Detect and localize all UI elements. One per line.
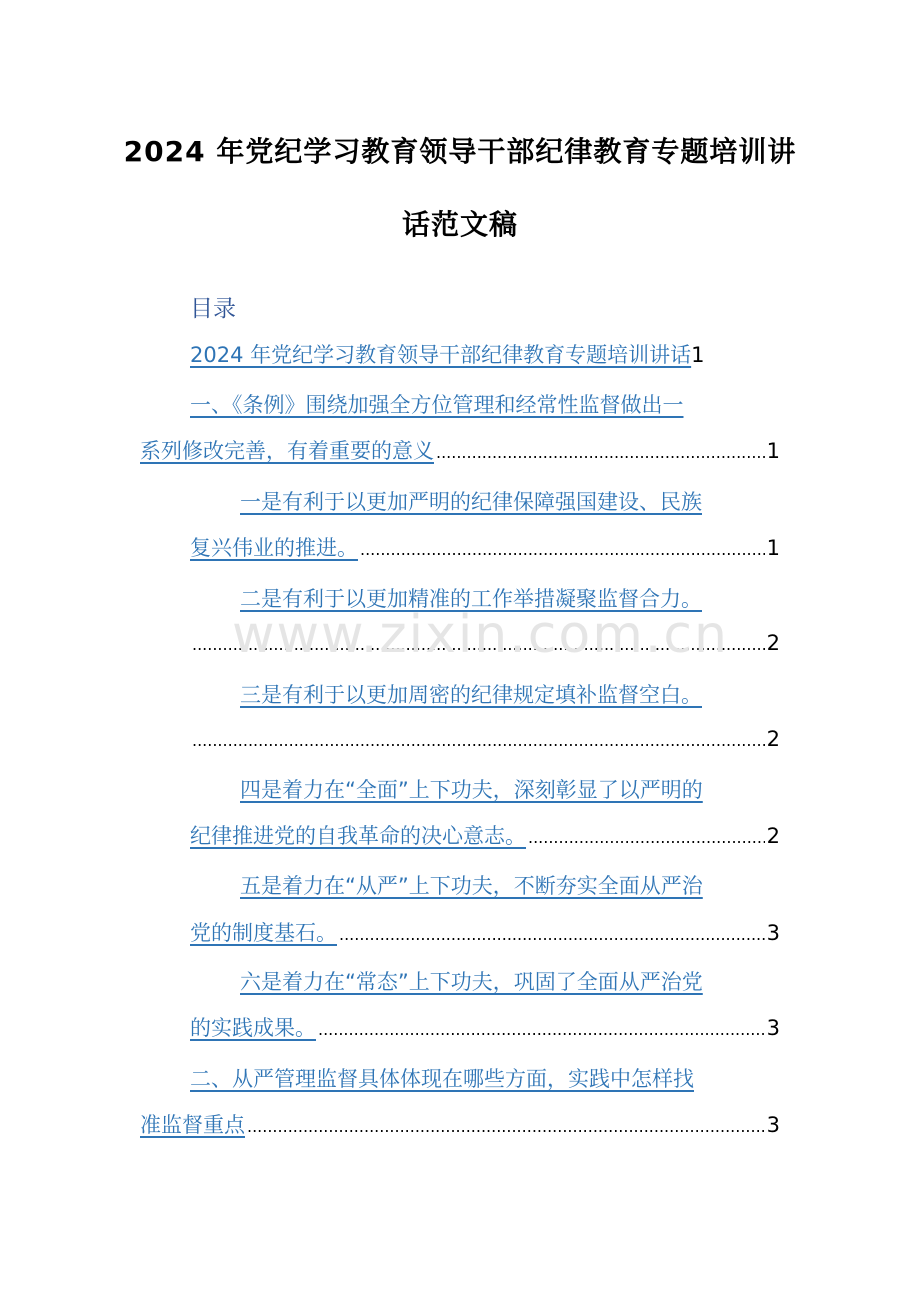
toc-entry-8-page: 3 [766,1113,780,1137]
toc-entry-8-link-part1[interactable]: 二、从严管理监督具体体现在哪些方面，实践中怎样找 [190,1067,694,1091]
toc-entry-2-link-part2[interactable]: 复兴伟业的推进。 [190,536,358,560]
toc-entry-1-line-1[interactable] [190,390,780,420]
toc-entry-3-link[interactable]: 二是有利于以更加精准的工作举措凝聚监督合力。 [240,587,702,611]
toc-entry-6-page: 3 [766,921,780,945]
toc-entry-4-link[interactable]: 三是有利于以更加周密的纪律规定填补监督空白。 [240,683,702,707]
toc-heading: 目录 [190,296,236,322]
toc-entry-0[interactable] [190,340,780,370]
toc-entry-5-line-2[interactable] [190,821,780,851]
toc-entry-8-link-part2[interactable]: 准监督重点 [140,1113,245,1137]
toc-entry-3-page: 2 [766,631,780,655]
toc-entry-1-link-part2[interactable]: 系列修改完善，有着重要的意义 [140,439,434,463]
toc-entry-7-page: 3 [766,1016,780,1040]
toc-entry-7-leader [318,1013,765,1045]
toc-entry-8-line-2[interactable] [140,1110,780,1140]
toc-entry-7-link-part1[interactable]: 六是着力在“常态”上下功夫，巩固了全面从严治党 [240,970,703,994]
toc-entry-6-link-part2[interactable]: 党的制度基石。 [190,921,337,945]
document-title-line-1: 2024 年党纪学习教育领导干部纪律教育专题培训讲 [123,135,797,168]
toc-entry-8-leader [247,1110,765,1142]
toc-entry-7-line-1[interactable] [240,967,780,997]
toc-entry-4-leader [192,724,765,756]
toc-entry-2-link-part1[interactable]: 一是有利于以更加严明的纪律保障强国建设、民族 [240,490,702,514]
toc-entry-2-page: 1 [766,536,780,560]
toc-entry-6-line-2[interactable] [190,918,780,948]
toc-entry-1-page: 1 [766,439,780,463]
toc-entry-3-line-1[interactable] [240,584,810,614]
toc-entry-6-line-1[interactable] [240,871,780,901]
toc-entry-2-line-2[interactable] [190,533,780,563]
toc-entry-6-link-part1[interactable]: 五是着力在“从严”上下功夫，不断夯实全面从严治 [240,874,703,898]
toc-entry-6-leader [339,918,765,950]
toc-entry-3-leader [192,628,765,660]
watermark-text: www.zixin.com.cn [232,605,729,665]
toc-entry-2-leader [360,533,765,565]
toc-entry-4-line-2 [190,724,780,754]
toc-entry-1-link-part1[interactable]: 一、《条例》围绕加强全方位管理和经常性监督做出一 [190,393,684,417]
toc-entry-2-line-1[interactable] [240,487,780,517]
toc-entry-7-link-part2[interactable]: 的实践成果。 [190,1016,316,1040]
toc-entry-4-line-1[interactable] [240,680,810,710]
toc-entry-4-page: 2 [766,727,780,751]
toc-entry-3-line-2 [190,628,780,658]
toc-entry-5-link-part1[interactable]: 四是着力在“全面”上下功夫，深刻彰显了以严明的 [240,778,703,802]
toc-entry-7-line-2[interactable] [190,1013,780,1043]
toc-entry-1-line-2[interactable] [140,436,780,466]
toc-entry-1-leader [436,436,765,468]
toc-entry-5-line-1[interactable] [240,775,780,805]
toc-entry-5-link-part2[interactable]: 纪律推进党的自我革命的决心意志。 [190,824,526,848]
toc-entry-0-link[interactable]: 2024 年党纪学习教育领导干部纪律教育专题培训讲话 [190,343,692,367]
toc-entry-5-page: 2 [766,824,780,848]
toc-entry-5-leader [528,821,765,853]
toc-entry-0-page: 1 [691,343,705,367]
toc-entry-8-line-1[interactable] [190,1064,780,1094]
document-title-line-2: 话范文稿 [401,208,518,241]
